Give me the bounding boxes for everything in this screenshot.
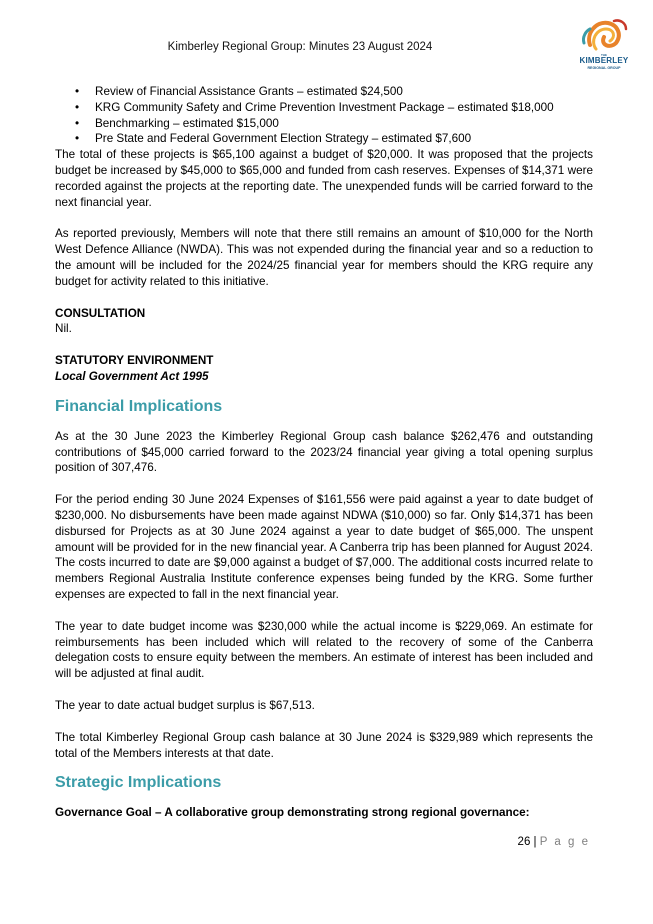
page-number: 26 — [517, 836, 531, 848]
page-label: P a g e — [539, 836, 590, 848]
governance-goal: Governance Goal – A collaborative group demonstrating strong regional governance: — [55, 806, 530, 820]
page-footer — [470, 836, 590, 848]
list-item: • Benchmarking – estimated $15,000 — [75, 116, 279, 130]
document-body — [55, 84, 593, 821]
financial-heading: Financial Implications — [55, 397, 223, 415]
bullet-icon: • — [75, 100, 80, 114]
logo-subtitle: REGIONAL GROUP — [587, 66, 621, 70]
list-item: • Review of Financial Assistance Grants – estimated $24,500 — [75, 85, 403, 98]
paragraph: The year to date budget income was $230,000 while the actual income is $229,069. An estimate for reimbursements has been included which will related to the recovery of some of the Canberra delegation costs to ensure equity between the members. An estimate of interest has been included and will be adjusted at final audit. — [55, 619, 593, 681]
header-title: Kimberley Regional Group: Minutes 23 August 2024 — [167, 41, 433, 53]
list-item: • Pre State and Federal Government Election Strategy – estimated $7,600 — [75, 132, 472, 146]
consultation-text: Nil. — [55, 322, 72, 336]
project-list — [55, 84, 593, 147]
paragraph: The total of these projects is $65,100 against a budget of $20,000. It was proposed that the projects budget be increased by $45,000 to $65,000 and funded from cash reserves. Expenses of $14,371 were recorded against the projects at the reporting date. The unexpended funds will be carried forward to the next financial year. — [55, 148, 593, 209]
paragraph: As at the 30 June 2023 the Kimberley Regional Group cash balance $262,476 and outstanding contributions of $45,000 carried forward to the 2023/24 financial year giving a total opening surplus position of 307,476. — [55, 429, 593, 475]
paragraph: As reported previously, Members will note that there still remains an amount of $10,000 for the North West Defence Alliance (NWDA). This was not expended during the financial year and so a reduction to the amount will be included for the 2024/25 financial year for members should the KRG require any budget for activity related to this initiative. — [55, 227, 593, 288]
paragraph: For the period ending 30 June 2024 Expenses of $161,556 were paid against a year to date budget of $230,000. No disbursements have been made against NDWA ($10,000) so far. Only $14,371 has been disbursed for Projects as at 30 June 2024 against a year to date budget of $65,000. The unspent amount will be provided for in the new financial year. A Canberra trip has been planned for August 2024. The costs incurred to date are $9,000 against a budget of $7,000. The additional costs incurred relate to members Regional Australia Institute conference expenses being funded by the KRG. Some further expenses are expected to fall in the next financial year. — [55, 493, 593, 601]
list-item: • KRG Community Safety and Crime Prevention Investment Package – estimated $18,000 — [75, 100, 554, 114]
statutory-heading: STATUTORY ENVIRONMENT — [55, 354, 214, 368]
logo-small-text: THE — [601, 53, 607, 57]
bullet-icon: • — [75, 116, 80, 130]
kimberley-swirl-icon — [576, 13, 632, 55]
kimberley-logo — [576, 13, 632, 71]
bullet-icon: • — [75, 85, 80, 98]
bullet-icon: • — [75, 132, 80, 146]
statutory-act: Local Government Act 1995 — [55, 369, 209, 383]
paragraph: The total Kimberley Regional Group cash balance at 30 June 2024 is $329,989 which represents the total of the Members interests at that date. — [55, 730, 593, 760]
consultation-heading: CONSULTATION — [55, 306, 146, 320]
strategic-heading: Strategic Implications — [55, 774, 222, 792]
logo-name: KIMBERLEY — [579, 56, 629, 65]
paragraph: The year to date actual budget surplus is $67,513. — [55, 698, 315, 712]
footer-separator: | — [533, 836, 537, 848]
